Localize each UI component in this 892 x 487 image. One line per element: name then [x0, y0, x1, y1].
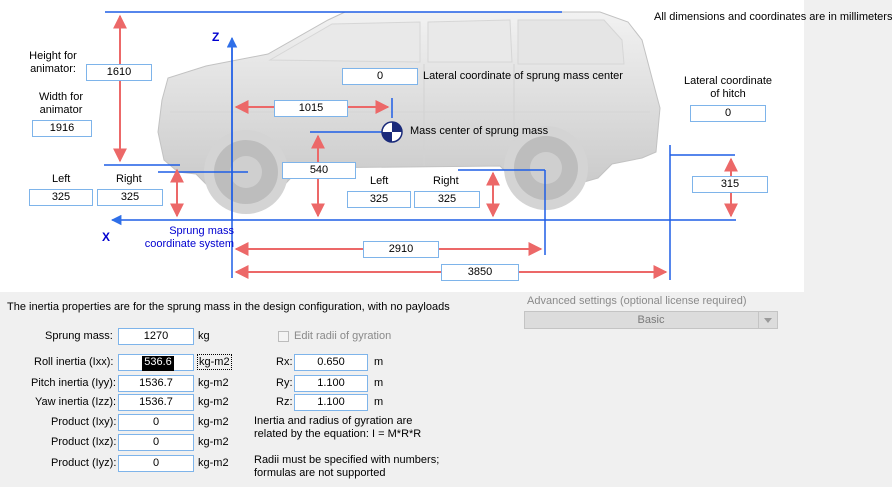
height-animator-label: Height for animator:: [29, 50, 77, 75]
coordinate-system-label: Sprung mass coordinate system: [144, 225, 234, 250]
ry-label: Ry:: [276, 377, 293, 389]
pitch-inertia-unit: kg-m2: [198, 377, 229, 389]
radii-note-line1: Radii must be specified with numbers;: [254, 454, 440, 466]
rear-left-height-field[interactable]: 325: [347, 191, 411, 208]
product-ixy-label: Product (Ixy):: [51, 416, 117, 428]
product-ixz-label: Product (Ixz):: [51, 436, 117, 448]
rx-field[interactable]: 0.650: [294, 354, 368, 371]
product-iyz-field[interactable]: 0: [118, 455, 194, 472]
pitch-inertia-label: Pitch inertia (Iyy):: [31, 377, 116, 389]
yaw-inertia-label: Yaw inertia (Izz):: [35, 396, 117, 408]
product-ixz-unit: kg-m2: [198, 436, 229, 448]
front-right-height-field[interactable]: 325: [97, 189, 163, 206]
roll-inertia-label: Roll inertia (Ixx):: [34, 356, 114, 368]
inertia-properties-panel: [0, 292, 804, 487]
product-ixy-field[interactable]: 0: [118, 414, 194, 431]
sprung-mass-field[interactable]: 1270: [118, 328, 194, 345]
sprung-mass-unit: kg: [198, 330, 210, 342]
front-left-label: Left: [52, 173, 71, 185]
product-ixy-unit: kg-m2: [198, 416, 229, 428]
yaw-inertia-field[interactable]: 1536.7: [118, 394, 194, 411]
roll-inertia-field[interactable]: [118, 354, 194, 371]
hitch-height-field[interactable]: 315: [692, 176, 768, 193]
pitch-inertia-field[interactable]: 1536.7: [118, 375, 194, 392]
yaw-inertia-unit: kg-m2: [198, 396, 229, 408]
lateral-mass-center-field[interactable]: 0: [342, 68, 418, 85]
sprung-mass-label: Sprung mass:: [45, 330, 113, 342]
gyration-note-line1: Inertia and radius of gyration are: [254, 415, 413, 427]
mass-center-label: Mass center of sprung mass: [410, 125, 549, 137]
x-axis-label: X: [102, 230, 111, 244]
product-ixz-field[interactable]: 0: [118, 434, 194, 451]
roll-inertia-unit: kg-m2: [199, 356, 230, 368]
mass-center-symbol: [382, 122, 402, 142]
front-right-label: Right: [116, 173, 142, 185]
advanced-settings-label: Advanced settings (optional license required): [527, 295, 747, 307]
ry-field[interactable]: 1.100: [294, 375, 368, 392]
roll-inertia-value: 536.6: [142, 356, 174, 371]
rz-unit: m: [374, 396, 384, 408]
lateral-hitch-label: Lateral coordinate of hitch: [683, 75, 773, 100]
edit-radii-checkbox[interactable]: [278, 331, 289, 342]
vehicle-silhouette: [158, 12, 660, 214]
mass-center-z-field[interactable]: 540: [282, 162, 356, 179]
product-iyz-unit: kg-m2: [198, 457, 229, 469]
ry-unit: m: [374, 377, 384, 389]
height-animator-field[interactable]: 1610: [86, 64, 152, 81]
units-note: All dimensions and coordinates are in millimeters: [654, 11, 892, 23]
lateral-hitch-field[interactable]: 0: [690, 105, 766, 122]
front-left-height-field[interactable]: 325: [29, 189, 93, 206]
gyration-note-line2: related by the equation: I = M*R*R: [254, 428, 422, 440]
hitch-x-field[interactable]: 3850: [441, 264, 519, 281]
rear-left-label: Left: [370, 175, 389, 187]
product-iyz-label: Product (Iyz):: [51, 457, 117, 469]
advanced-settings-dropdown[interactable]: [524, 311, 778, 329]
rear-right-height-field[interactable]: 325: [414, 191, 480, 208]
z-axis-label: Z: [212, 30, 220, 44]
radii-note-line2: formulas are not supported: [254, 467, 386, 479]
wheelbase-field[interactable]: 2910: [363, 241, 439, 258]
width-animator-label: Width for animator: [38, 91, 83, 116]
width-animator-field[interactable]: 1916: [32, 120, 92, 137]
advanced-settings-value: Basic: [637, 314, 665, 326]
rz-field[interactable]: 1.100: [294, 394, 368, 411]
lateral-mass-center-label: Lateral coordinate of sprung mass center: [423, 70, 623, 82]
edit-radii-label: Edit radii of gyration: [294, 330, 392, 342]
rx-unit: m: [374, 356, 384, 368]
chevron-down-icon[interactable]: [758, 312, 777, 328]
inertia-heading: The inertia properties are for the sprung mass in the design configuration, with no payloads: [7, 301, 450, 313]
rz-label: Rz:: [276, 396, 293, 408]
rear-right-label: Right: [433, 175, 459, 187]
rx-label: Rx:: [276, 356, 293, 368]
mass-center-x-field[interactable]: 1015: [274, 100, 348, 117]
